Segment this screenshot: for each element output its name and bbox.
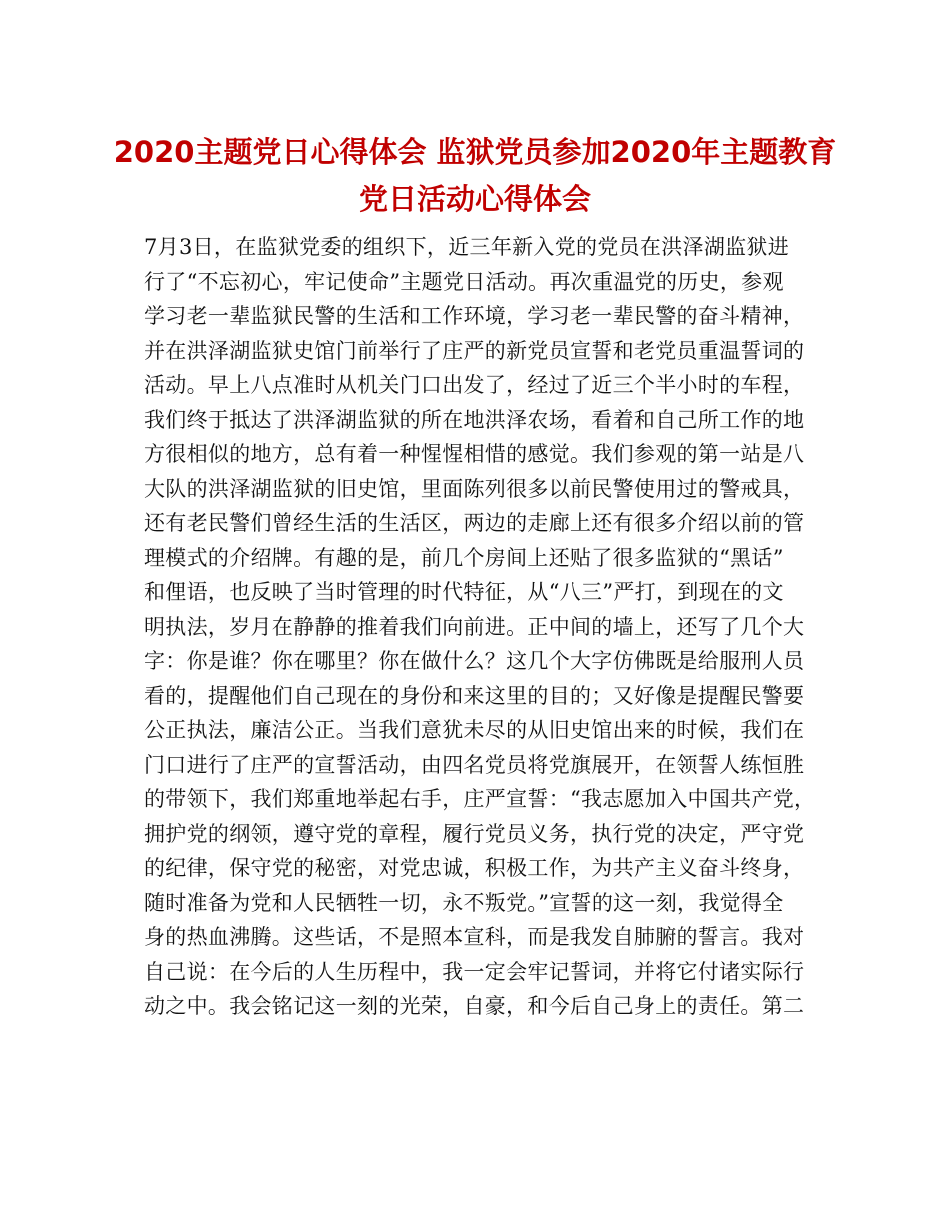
body-line: 动之中。我会铭记这一刻的光荣，自豪，和今后自己身上的责任。第二 [144, 994, 805, 1018]
body-line: 活动。早上八点准时从机关门口出发了，经过了近三个半小时的车程， [144, 373, 805, 397]
body-line: 字：你是谁？你在哪里？你在做什么？这几个大字仿佛既是给服刑人员 [144, 649, 805, 673]
body-line: 拥护党的纲领，遵守党的章程，履行党员义务，执行党的决定，严守党 [144, 821, 805, 846]
body-line: 我们终于抵达了洪泽湖监狱的所在地洪泽农场，看着和自己所工作的地 [144, 407, 805, 432]
body-line: 自己说：在今后的人生历程中，我一定会牢记誓词，并将它付诸实际行 [144, 959, 805, 984]
body-line: 学习老一辈监狱民警的生活和工作环境，学习老一辈民警的奋斗精神， [144, 304, 805, 328]
body-line: 随时准备为党和人民牺牲一切，永不叛党。”宣誓的这一刻，我觉得全 [144, 890, 784, 915]
document-body [144, 230, 824, 1024]
body-line: 大队的洪泽湖监狱的旧史馆，里面陈列很多以前民警使用过的警戒具， [144, 476, 805, 501]
body-line: 身的热血沸腾。这些话，不是照本宣科，而是我发自肺腑的誓言。我对 [144, 925, 805, 949]
body-line: 看的，提醒他们自己现在的身份和来这里的目的；又好像是提醒民警要 [144, 683, 805, 708]
body-line: 方很相似的地方，总有着一种惺惺相惜的感觉。我们参观的第一站是八 [144, 442, 805, 466]
body-line: 7月3日，在监狱党委的组织下，近三年新入党的党员在洪泽湖监狱进 [144, 235, 790, 259]
body-line: 明执法，岁月在静静的推着我们向前进。正中间的墙上，还写了几个大 [144, 614, 805, 639]
body-line: 和俚语，也反映了当时管理的时代特征，从“八三”严打，到现在的文 [144, 580, 784, 604]
body-line: 并在洪泽湖监狱史馆门前举行了庄严的新党员宣誓和老党员重温誓词的 [144, 338, 805, 363]
body-line: 还有老民警们曾经生活的生活区，两边的走廊上还有很多介绍以前的管 [144, 511, 805, 535]
body-line: 的纪律，保守党的秘密，对党忠诚，积极工作，为共产主义奋斗终身， [144, 856, 805, 880]
document-title-line-1: 2020主题党日心得体会 监狱党员参加2020年主题教育 [113, 135, 837, 169]
body-line: 的带领下，我们郑重地举起右手，庄严宣誓：“我志愿加入中国共产党， [144, 787, 816, 811]
body-line: 公正执法，廉洁公正。当我们意犹未尽的从旧史馆出来的时候，我们在 [144, 718, 805, 742]
body-line: 理模式的介绍牌。有趣的是，前几个房间上还贴了很多监狱的“黑话” [144, 545, 784, 570]
body-line: 门口进行了庄严的宣誓活动，由四名党员将党旗展开，在领誓人练恒胜 [144, 752, 805, 777]
body-line: 行了“不忘初心，牢记使命”主题党日活动。再次重温党的历史，参观 [144, 269, 784, 294]
document-title-line-2: 党日活动心得体会 [358, 182, 591, 216]
